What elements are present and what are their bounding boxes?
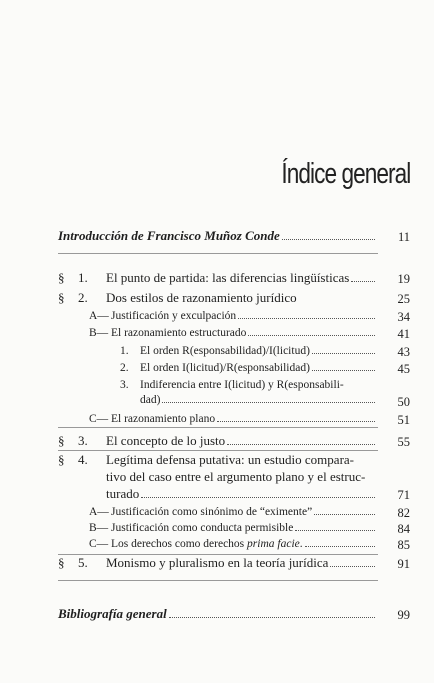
toc-entry-section-4-cont2 bbox=[106, 486, 378, 501]
dot-leader bbox=[314, 514, 375, 515]
dot-leader bbox=[312, 370, 375, 371]
toc-entry-section-4-cont bbox=[106, 469, 378, 484]
toc-entry-bibliography[interactable] bbox=[58, 606, 378, 621]
toc-entry-label: El concepto de lo justo bbox=[106, 433, 226, 448]
section-sign: § bbox=[58, 555, 65, 570]
subsection-letter: B— bbox=[89, 327, 109, 339]
page-number: 71 bbox=[397, 488, 410, 502]
toc-entry-label: Justificación como sinónimo de “eximente” bbox=[111, 506, 313, 518]
dot-leader bbox=[141, 497, 375, 498]
dot-leader bbox=[217, 421, 375, 422]
subsection-letter: B— bbox=[89, 522, 109, 534]
toc-entry-label-cont: tivo del caso entre el argumento plano y el estruc- bbox=[106, 469, 366, 484]
page-number: 11 bbox=[397, 230, 410, 244]
page-number: 41 bbox=[397, 327, 410, 341]
toc-entry-label bbox=[111, 537, 303, 552]
section-number: 3. bbox=[78, 433, 88, 448]
subsection-letter: C— bbox=[89, 413, 109, 425]
divider bbox=[58, 253, 378, 254]
subsection-letter: A— bbox=[89, 310, 109, 322]
section-number: 5. bbox=[78, 555, 88, 570]
toc-entry-2b[interactable] bbox=[89, 326, 378, 341]
toc-entry-intro[interactable] bbox=[58, 228, 378, 243]
toc-entry-label: El razonamiento estructurado bbox=[111, 327, 247, 339]
dot-leader bbox=[330, 566, 375, 567]
page-number: 45 bbox=[397, 362, 410, 376]
label-italic-text: prima facie bbox=[247, 538, 300, 550]
dot-leader bbox=[248, 335, 375, 336]
section-sign: § bbox=[58, 290, 65, 305]
toc-entry-label: Justificación como conducta permisible bbox=[111, 522, 294, 534]
toc-entry-4a[interactable] bbox=[89, 505, 378, 520]
toc-entry-4c[interactable] bbox=[89, 537, 378, 552]
toc-entry-section-4[interactable] bbox=[58, 452, 378, 467]
dot-leader bbox=[227, 444, 375, 445]
section-number: 4. bbox=[78, 452, 88, 467]
page-number: 55 bbox=[397, 435, 410, 449]
section-sign: § bbox=[58, 270, 65, 285]
toc-entry-label: Dos estilos de razonamiento jurídico bbox=[106, 290, 297, 305]
divider bbox=[58, 450, 378, 451]
toc-entry-label: Monismo y pluralismo en la teoría jurídica bbox=[106, 555, 329, 570]
subsection-letter: C— bbox=[89, 538, 109, 550]
label-suffix: . bbox=[299, 538, 303, 550]
dot-leader bbox=[351, 281, 375, 282]
page-number: 99 bbox=[397, 608, 410, 622]
item-number: 1. bbox=[120, 345, 129, 357]
toc-entry-section-3[interactable] bbox=[58, 433, 378, 448]
divider bbox=[58, 427, 378, 428]
dot-leader bbox=[162, 402, 375, 403]
section-sign: § bbox=[58, 452, 65, 467]
toc-entry-label: Introducción de Francisco Muñoz Conde bbox=[58, 228, 280, 243]
page-number: 82 bbox=[397, 506, 410, 520]
dot-leader bbox=[238, 318, 375, 319]
toc-entry-2b-3-cont bbox=[140, 393, 378, 408]
toc-entry-section-1[interactable] bbox=[58, 270, 378, 285]
section-number: 2. bbox=[78, 290, 88, 305]
dot-leader bbox=[282, 239, 375, 240]
toc-entry-label: Justificación y exculpación bbox=[111, 310, 237, 322]
page-number: 51 bbox=[397, 413, 410, 427]
toc-entry-label-cont: turado bbox=[106, 486, 140, 501]
page-number: 85 bbox=[397, 538, 410, 552]
toc-entry-2b-3[interactable] bbox=[120, 378, 378, 393]
toc-entry-label-cont: dad) bbox=[140, 394, 161, 406]
toc-entry-section-5[interactable] bbox=[58, 555, 378, 570]
item-number: 3. bbox=[120, 379, 129, 391]
label-text: Los derechos como derechos bbox=[111, 538, 248, 550]
toc-entry-label: Indiferencia entre I(licitud) y R(esponsabili- bbox=[140, 379, 344, 391]
divider bbox=[58, 580, 378, 581]
toc-entry-label: Bibliografía general bbox=[58, 606, 167, 621]
toc-entry-4b[interactable] bbox=[89, 521, 378, 536]
toc-entry-label: El punto de partida: las diferencias lingüísticas bbox=[106, 270, 350, 285]
subsection-letter: A— bbox=[89, 506, 109, 518]
item-number: 2. bbox=[120, 362, 129, 374]
dot-leader bbox=[312, 353, 375, 354]
toc-entry-2c[interactable] bbox=[89, 412, 378, 427]
page-title: Índice general bbox=[280, 158, 410, 190]
toc-entry-label: El orden I(licitud)/R(esponsabilidad) bbox=[140, 362, 310, 374]
dot-leader bbox=[295, 530, 375, 531]
page-number: 34 bbox=[397, 310, 410, 324]
toc-entry-2b-1[interactable] bbox=[120, 344, 378, 359]
page-number: 25 bbox=[397, 292, 410, 306]
toc-entry-label: El razonamiento plano bbox=[111, 413, 216, 425]
toc-entry-2b-2[interactable] bbox=[120, 361, 378, 376]
toc-entry-2a[interactable] bbox=[89, 309, 378, 324]
page-number: 19 bbox=[397, 272, 410, 286]
dot-leader bbox=[305, 546, 375, 547]
toc-entry-label: El orden R(esponsabilidad)/I(licitud) bbox=[140, 345, 310, 357]
section-sign: § bbox=[58, 433, 65, 448]
page-number: 84 bbox=[397, 522, 410, 536]
toc-entry-label: Legítima defensa putativa: un estudio compara- bbox=[106, 452, 354, 467]
page-number: 43 bbox=[397, 345, 410, 359]
page-number: 50 bbox=[397, 395, 410, 409]
toc-entry-section-2[interactable] bbox=[58, 290, 378, 305]
dot-leader bbox=[169, 617, 375, 618]
section-number: 1. bbox=[78, 270, 88, 285]
page-number: 91 bbox=[397, 557, 410, 571]
